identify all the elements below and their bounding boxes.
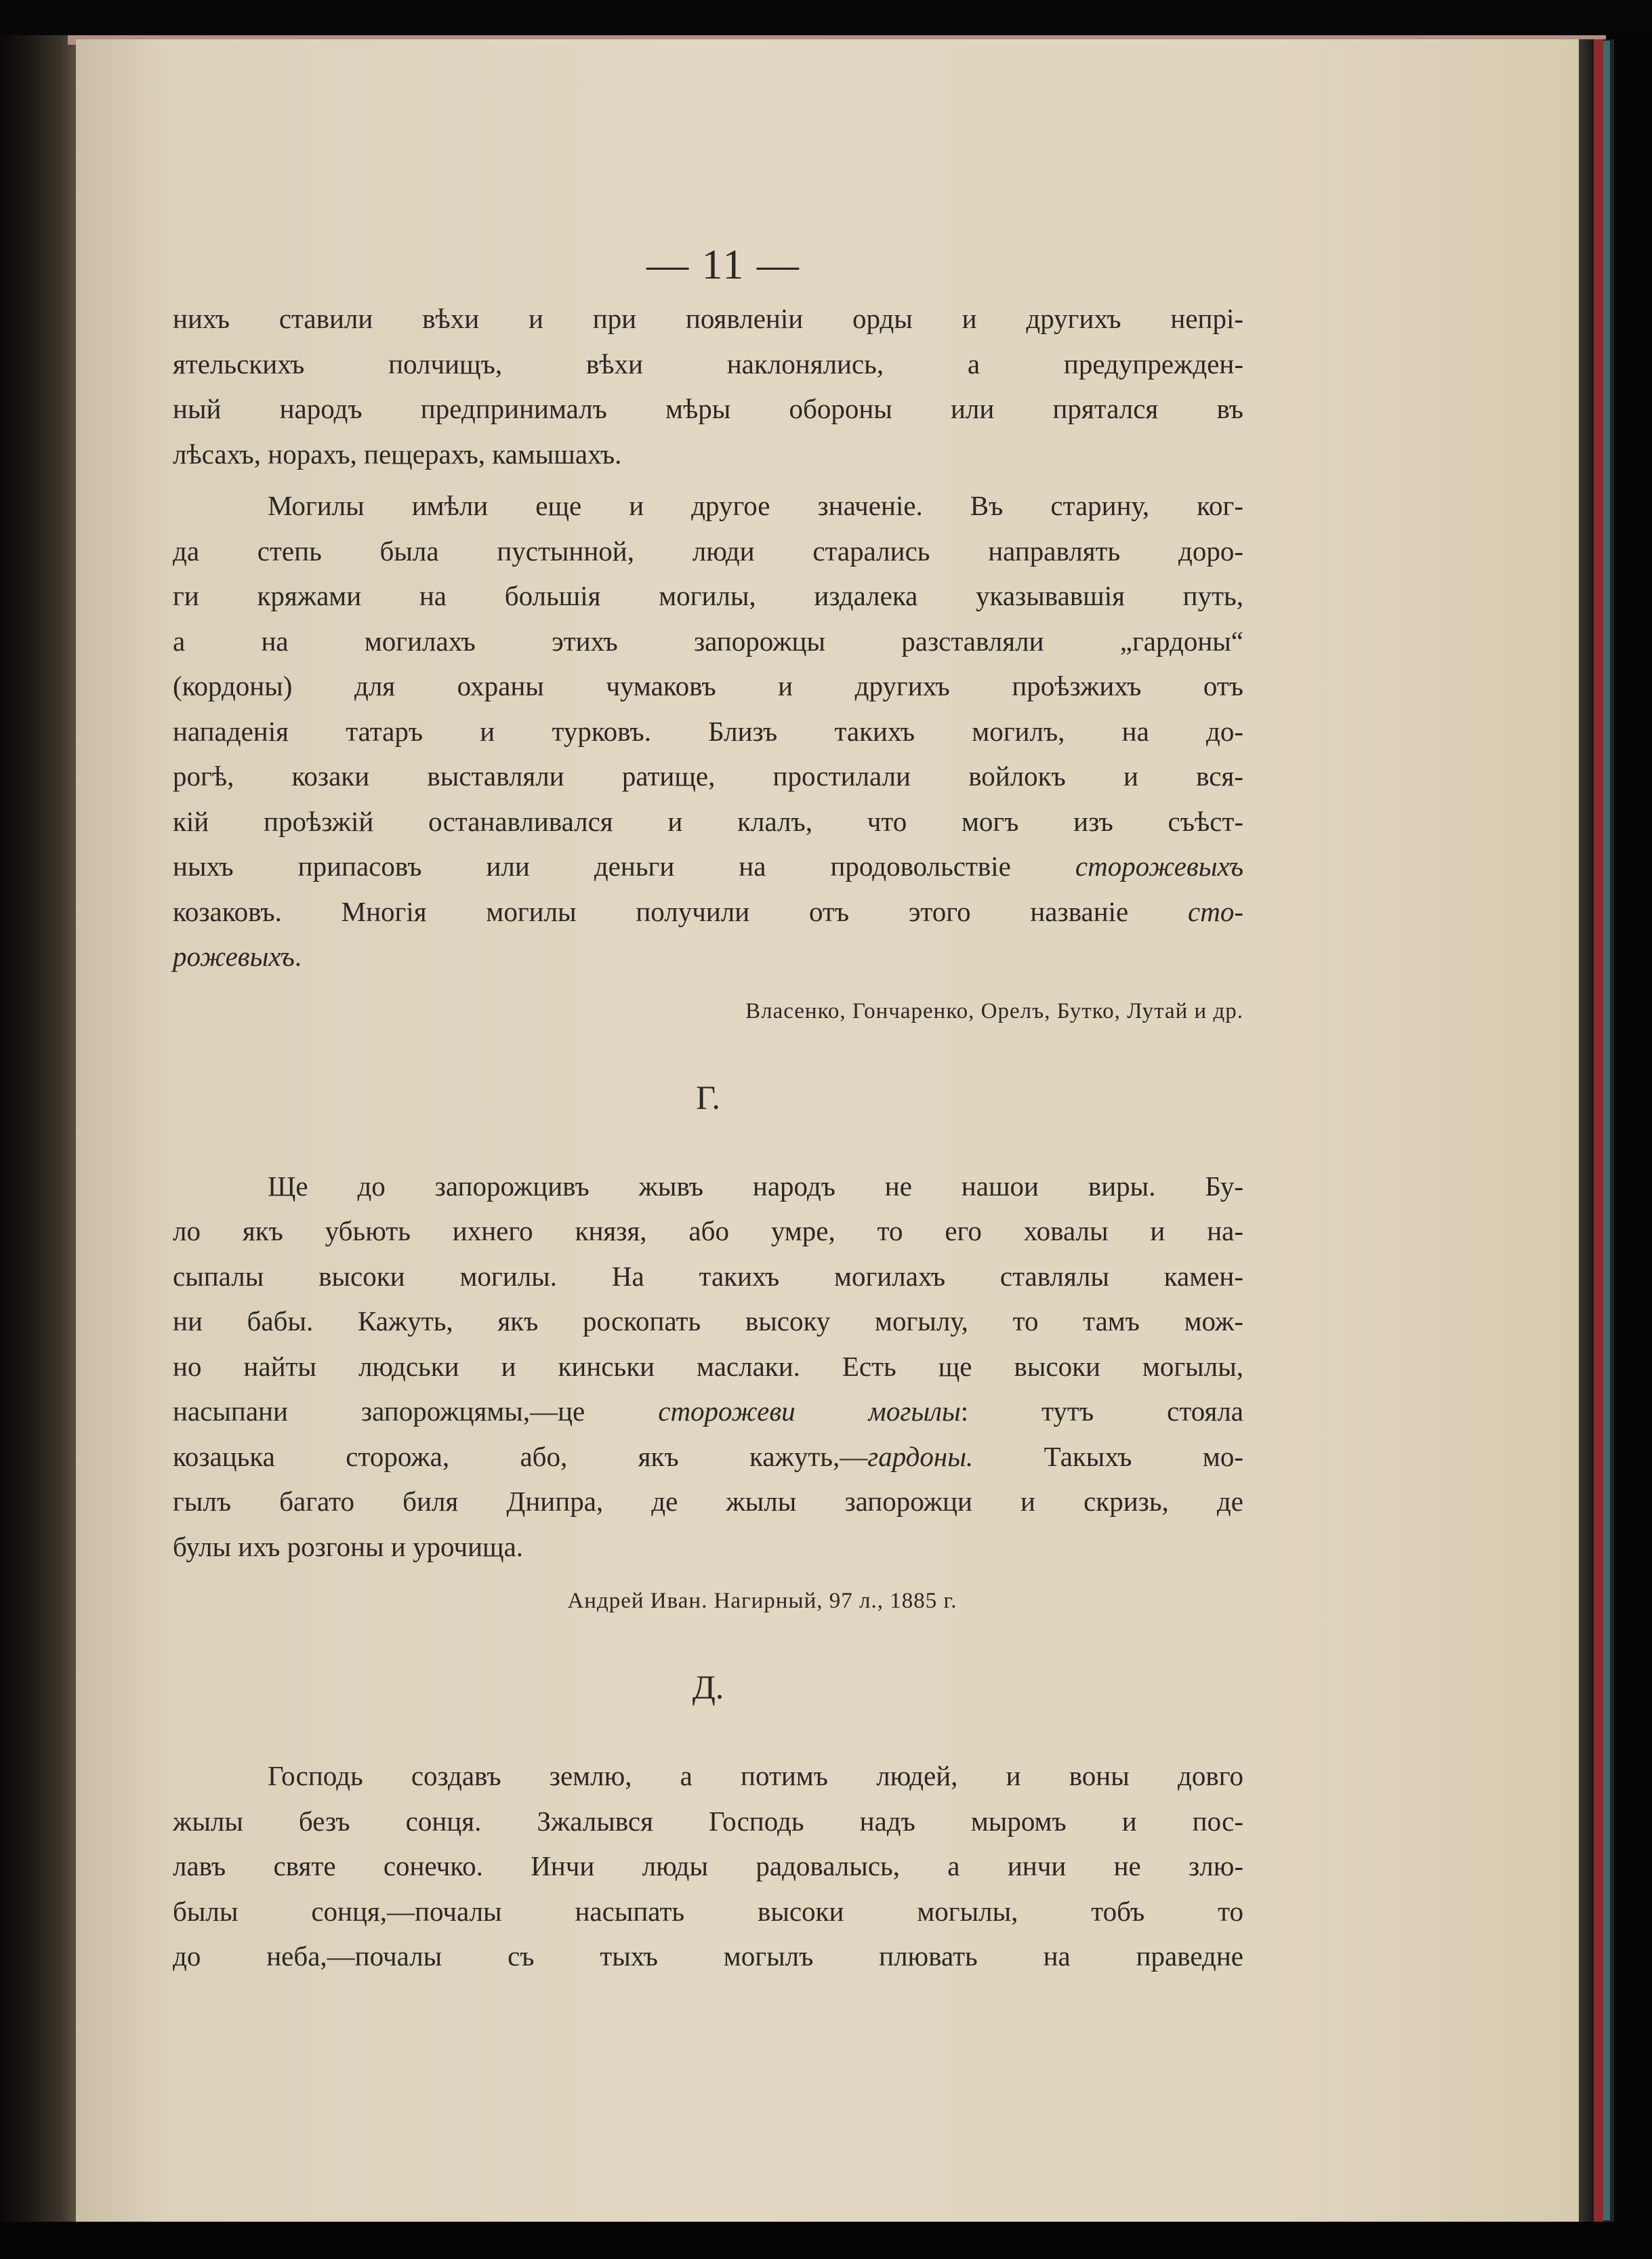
text-line: ятельскихъ полчищъ, вѣхи наклонялись, а предупрежден- xyxy=(173,348,1243,380)
text-run: Такыхъ мо- xyxy=(973,1440,1243,1472)
scan-top-background xyxy=(0,0,1652,35)
text-line xyxy=(173,844,1243,889)
text-line: а на могилахъ этихъ запорожцы разставляли „гардоны“ xyxy=(173,625,1243,657)
text-line: до неба,—почалы съ тыхъ могылъ плювать на праведне xyxy=(173,1940,1243,1972)
text-line: ни бабы. Кажуть, якъ роскопать высоку могылу, то тамъ мож- xyxy=(173,1305,1243,1337)
attribution-sources: Власенко, Гончаренко, Орелъ, Бутко, Лутай и др. xyxy=(745,998,1243,1023)
text-line: гылъ багато биля Днипра, де жылы запорожци и скризь, де xyxy=(173,1486,1243,1517)
text-line: ло якъ убьють ихнего князя, або умре, то его ховалы и на- xyxy=(173,1215,1243,1246)
text-run: ныхъ припасовъ или деньги на продовольствіе xyxy=(173,851,1075,882)
italic-term: сто- xyxy=(1188,895,1243,927)
text-run: козаковъ. Многія могилы получили отъ этого названіе xyxy=(173,895,1189,927)
text-line: (кордоны) для охраны чумаковъ и другихъ проѣзжихъ отъ xyxy=(173,670,1243,701)
text-line xyxy=(173,1434,1243,1480)
text-line: былы сонця,—почалы насыпать высоки могылы, тобъ то xyxy=(173,1895,1243,1927)
book-binding-shadow xyxy=(0,35,87,2222)
text-line: кій проѣзжій останавливался и клалъ, что могъ изъ съѣст- xyxy=(173,805,1243,837)
text-line: да степь была пустынной, люди старались направлять доро- xyxy=(173,535,1243,567)
text-run: козацька сторожа, або, якъ кажуть,— xyxy=(173,1440,868,1472)
italic-term: рожевыхъ xyxy=(173,941,295,972)
text-line: но найты людськи и кинськи маслаки. Есть ще высоки могылы, xyxy=(173,1350,1243,1382)
text-line: рогѣ, козаки выставляли ратище, простилали войлокъ и вся- xyxy=(173,760,1243,792)
text-line: сыпалы высоки могилы. На такихъ могилахъ ставлялы камен- xyxy=(173,1260,1243,1292)
text-line: Ще до запорожцивъ жывъ народъ не нашои виры. Бу- xyxy=(268,1170,1243,1202)
page-number: — 11 — xyxy=(646,242,800,288)
section-heading-g: Г. xyxy=(696,1078,720,1116)
text-line: Могилы имѣли еще и другое значеніе. Въ старину, ког- xyxy=(268,490,1243,521)
text-line: нападенія татаръ и турковъ. Близъ такихъ могилъ, на до- xyxy=(173,715,1243,747)
text-line: Господь создавъ землю, а потимъ людей, и воны довго xyxy=(268,1760,1243,1791)
paragraph-1 xyxy=(173,296,1243,476)
text-line xyxy=(173,934,1243,979)
page-text xyxy=(173,234,1243,1979)
text-run: насыпани запорожцямы,—це xyxy=(173,1396,659,1427)
text-line: жылы безъ сонця. Зжалывся Господь надъ мыромъ и пос- xyxy=(173,1805,1243,1837)
text-line: ги кряжами на большія могилы, издалека указывавшія путь, xyxy=(173,580,1243,611)
text-line: лавъ святе сонечко. Инчи люды радовалысь, а инчи не злю- xyxy=(173,1850,1243,1881)
italic-term: сторожеви могылы xyxy=(658,1396,961,1427)
cover-edge-red-stripe xyxy=(1594,39,1603,2222)
text-line: булы ихъ розгоны и урочища. xyxy=(173,1530,524,1562)
section-heading-d: Д. xyxy=(692,1668,724,1706)
italic-term: гардоны. xyxy=(867,1440,974,1472)
attribution-narrator: Андрей Иван. Нагирный, 97 л., 1885 г. xyxy=(567,1589,957,1613)
italic-term: сторожевыхъ xyxy=(1075,851,1243,882)
text-line xyxy=(173,1389,1243,1434)
text-run: . xyxy=(294,941,302,972)
text-line: лѣсахъ, норахъ, пещерахъ, камышахъ. xyxy=(173,438,622,470)
text-line: нихъ ставили вѣхи и при появленіи орды и другихъ непрі- xyxy=(173,303,1243,334)
paragraph-2 xyxy=(173,483,1243,979)
scan-bottom-background xyxy=(0,2222,1652,2259)
text-line xyxy=(173,889,1243,935)
cover-edge-teal-stripe xyxy=(1603,41,1610,2220)
text-line: ный народъ предпринималъ мѣры обороны или прятался въ xyxy=(173,393,1243,424)
text-run: : тутъ стояла xyxy=(960,1396,1243,1427)
paragraph-g xyxy=(173,1164,1243,1570)
paragraph-d xyxy=(173,1753,1243,1979)
